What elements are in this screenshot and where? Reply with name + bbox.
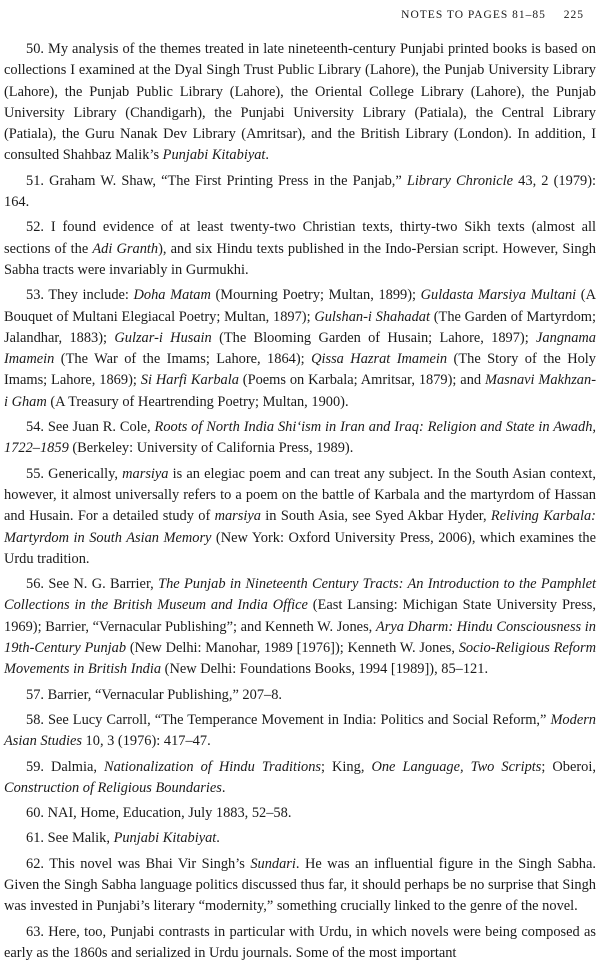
endnote bbox=[4, 285, 596, 413]
endnote-number: 58. bbox=[26, 711, 44, 728]
endnote-number: 62. bbox=[26, 855, 44, 872]
endnote-number: 57. bbox=[26, 686, 44, 703]
endnote-text: See Juan R. Cole, bbox=[47, 419, 155, 436]
endnote-text: (New Delhi: Manohar, 1989 [1976]); Kenneth W. Jones, bbox=[126, 640, 459, 657]
endnote-italic-title: Sundari bbox=[250, 855, 296, 872]
endnote-italic-title: Masnavi Makhzan-i Gham bbox=[4, 372, 596, 410]
endnote-number: 53. bbox=[26, 287, 44, 304]
endnote-italic-title: marsiya bbox=[122, 465, 169, 482]
endnote bbox=[4, 710, 596, 753]
endnote-text: . bbox=[216, 830, 220, 847]
endnote-text: (Mourning Poetry; Multan, 1899); bbox=[210, 287, 421, 304]
endnote bbox=[4, 828, 596, 849]
endnote-text: 43, 2 (1979): 164. bbox=[4, 172, 596, 211]
endnote-text: . bbox=[265, 147, 270, 164]
endnote-italic-title: Roots of North India Shi‘ism in Iran and Iraq: Religion and State in Awadh, 1722–1859 bbox=[4, 419, 596, 457]
endnote-text: See Malik, bbox=[47, 830, 114, 847]
endnote bbox=[4, 922, 596, 965]
endnote bbox=[4, 464, 596, 570]
endnote-italic-title: Modern Asian Studies bbox=[4, 711, 596, 750]
endnote-italic-title: Punjabi Kitabiyat bbox=[162, 147, 266, 164]
running-head-title: NOTES TO PAGES 81–85 bbox=[401, 9, 546, 21]
endnote-text: (Berkeley: University of California Press, 1989). bbox=[68, 440, 354, 457]
endnote-text: (New Delhi: Foundations Books, 1994 [1989]), 85–121. bbox=[161, 661, 489, 678]
endnote-italic-title: Doha Matam bbox=[133, 287, 211, 304]
endnote-italic-title: Adi Granth bbox=[92, 240, 159, 257]
endnote-text: ), and six Hindu texts published in the Indo-Persian script. However, Singh Sabha tracts were invariably in Gurmukhi. bbox=[4, 240, 596, 278]
endnote-italic-title: Construction of Religious Boundaries bbox=[4, 779, 222, 796]
endnote-italic-title: Socio-Religious Reform Movements in British India bbox=[4, 640, 596, 678]
endnote-text: (The Blooming Garden of Husain; Lahore, 1897); bbox=[211, 329, 537, 346]
endnote-italic-title: Punjabi Kitabiyat bbox=[113, 830, 217, 847]
endnote-text: in South Asia, see Syed Akbar Hyder, bbox=[260, 508, 491, 525]
endnote-text: (A Bouquet of Multani Elegiacal Poetry; Multan, 1897); bbox=[4, 287, 596, 325]
endnote-text: I found evidence of at least twenty-two Christian texts, thirty-two Sikh texts (almost all sections of the bbox=[4, 219, 596, 257]
endnote-number: 56. bbox=[26, 576, 44, 593]
endnote-text: (The Garden of Martyrdom; Jalandhar, 1883); bbox=[4, 308, 596, 346]
endnote-italic-title: Library Chronicle bbox=[406, 172, 514, 189]
endnote-number: 60. bbox=[26, 805, 44, 822]
endnote-number: 50. bbox=[26, 41, 44, 57]
endnote-text: This novel was Bhai Vir Singh’s bbox=[49, 855, 251, 872]
endnote bbox=[4, 854, 596, 918]
endnote-italic-title: Gulshan-i Shahadat bbox=[314, 308, 430, 325]
endnote-text: Generically, bbox=[48, 465, 123, 482]
endnote-italic-title: One Language, Two Scripts bbox=[371, 758, 542, 775]
endnote bbox=[4, 417, 596, 460]
endnote-text: NAI, Home, Education, July 1883, 52–58. bbox=[47, 805, 292, 822]
endnote-text: (East Lansing: Michigan State University Press, 1969); Barrier, “Vernacular Publishing”; and Kenneth W. Jones, bbox=[4, 597, 596, 635]
endnote-text: (The War of the Imams; Lahore, 1864); bbox=[54, 351, 312, 368]
endnote-number: 51. bbox=[26, 172, 44, 189]
endnote-text: (The Story of the Holy Imams; Lahore, 1869); bbox=[4, 351, 597, 389]
endnote-italic-title: Si Harfi Karbala bbox=[140, 372, 239, 389]
endnote bbox=[4, 803, 596, 824]
endnote-italic-title: Qissa Hazrat Imamein bbox=[311, 351, 448, 368]
endnote-text: ; Oberoi, bbox=[541, 758, 596, 775]
endnote-text: Barrier, “Vernacular Publishing,” 207–8. bbox=[47, 686, 283, 703]
endnote-text: See N. G. Barrier, bbox=[48, 576, 159, 593]
endnote-text: Dalmia, bbox=[51, 758, 105, 775]
endnote-text: Here, too, Punjabi contrasts in particular with Urdu, in which novels were being composed as early as the 1860s and serialized in Urdu journals. Some of the most important bbox=[4, 923, 596, 961]
endnote-text: They include: bbox=[48, 287, 134, 304]
endnote-text: . He was an influential figure in the Singh Sabha. Given the Singh Sabha language politics discussed thus far, it should perhaps be no surprise that Singh was invested in Punjabi’s literary “modernity,” something crucially linked to the genre of the novel. bbox=[4, 855, 596, 915]
endnote-text: See Lucy Carroll, “The Temperance Movement in India: Politics and Social Reform,” bbox=[48, 711, 551, 728]
endnote-number: 52. bbox=[26, 219, 44, 236]
endnote-text: 10, 3 (1976): 417–47. bbox=[81, 733, 211, 750]
endnote-italic-title: Guldasta Marsiya Multani bbox=[420, 287, 577, 304]
endnote-italic-title: Nationalization of Hindu Traditions bbox=[104, 758, 322, 775]
endnote-text: My analysis of the themes treated in late nineteenth-century Punjabi printed books is based on collections I examined at the Dyal Singh Trust Public Library (Lahore), the Punjab University Library (Lahore), the Punjab Public Library (Lahore), the Oriental College Library (Lahore), the Punjab University Library (Chandigarh), the Punjabi University Library (Patiala), the Central Library (Patiala), the Guru Nanak Dev Library (Amritsar), and the British Library (London). In addition, I consulted Shahbaz Malik’s bbox=[4, 41, 596, 164]
endnotes-list bbox=[4, 39, 596, 968]
page-number: 225 bbox=[563, 9, 584, 21]
endnote-text: Graham W. Shaw, “The First Printing Press in the Panjab,” bbox=[49, 172, 407, 189]
endnote bbox=[4, 685, 596, 706]
endnote bbox=[4, 574, 596, 680]
endnote-italic-title: The Punjab in Nineteenth Century Tracts: An Introduction to the Pamphlet Collections in the British Museum and India Office bbox=[4, 576, 596, 614]
endnote-number: 61. bbox=[26, 830, 44, 847]
endnote-text: is an elegiac poem and can treat any subject. In the South Asian context, however, it almost universally refers to a poem on the battle of Karbala and the martyrdom of Hassan and Husain. For a detailed study of bbox=[4, 465, 596, 525]
endnote-number: 54. bbox=[26, 419, 44, 436]
endnote-text: (New York: Oxford University Press, 2006), which examines the Urdu tradition. bbox=[4, 529, 596, 567]
endnote bbox=[4, 217, 596, 281]
endnote-italic-title: Jangnama Imamein bbox=[4, 329, 596, 368]
endnote-italic-title: Arya Dharm: Hindu Consciousness in 19th-Century Punjab bbox=[4, 618, 596, 657]
endnote-text: (A Treasury of Heartrending Poetry; Multan, 1900). bbox=[46, 393, 349, 410]
endnote-number: 63. bbox=[26, 923, 44, 940]
endnote-italic-title: Reliving Karbala: Martyrdom in South Asian Memory bbox=[4, 508, 596, 546]
endnote-text: . bbox=[221, 779, 226, 796]
endnote bbox=[4, 39, 596, 167]
endnote-number: 55. bbox=[26, 465, 44, 482]
endnote-text: (Poems on Karbala; Amritsar, 1879); and bbox=[238, 372, 485, 389]
endnote bbox=[4, 757, 596, 800]
endnote-italic-title: Gulzar-i Husain bbox=[114, 329, 212, 346]
endnote bbox=[4, 171, 596, 214]
endnote-text: ; King, bbox=[321, 758, 372, 775]
running-head bbox=[401, 9, 584, 21]
endnote-number: 59. bbox=[26, 758, 44, 775]
endnote-italic-title: marsiya bbox=[214, 508, 261, 525]
